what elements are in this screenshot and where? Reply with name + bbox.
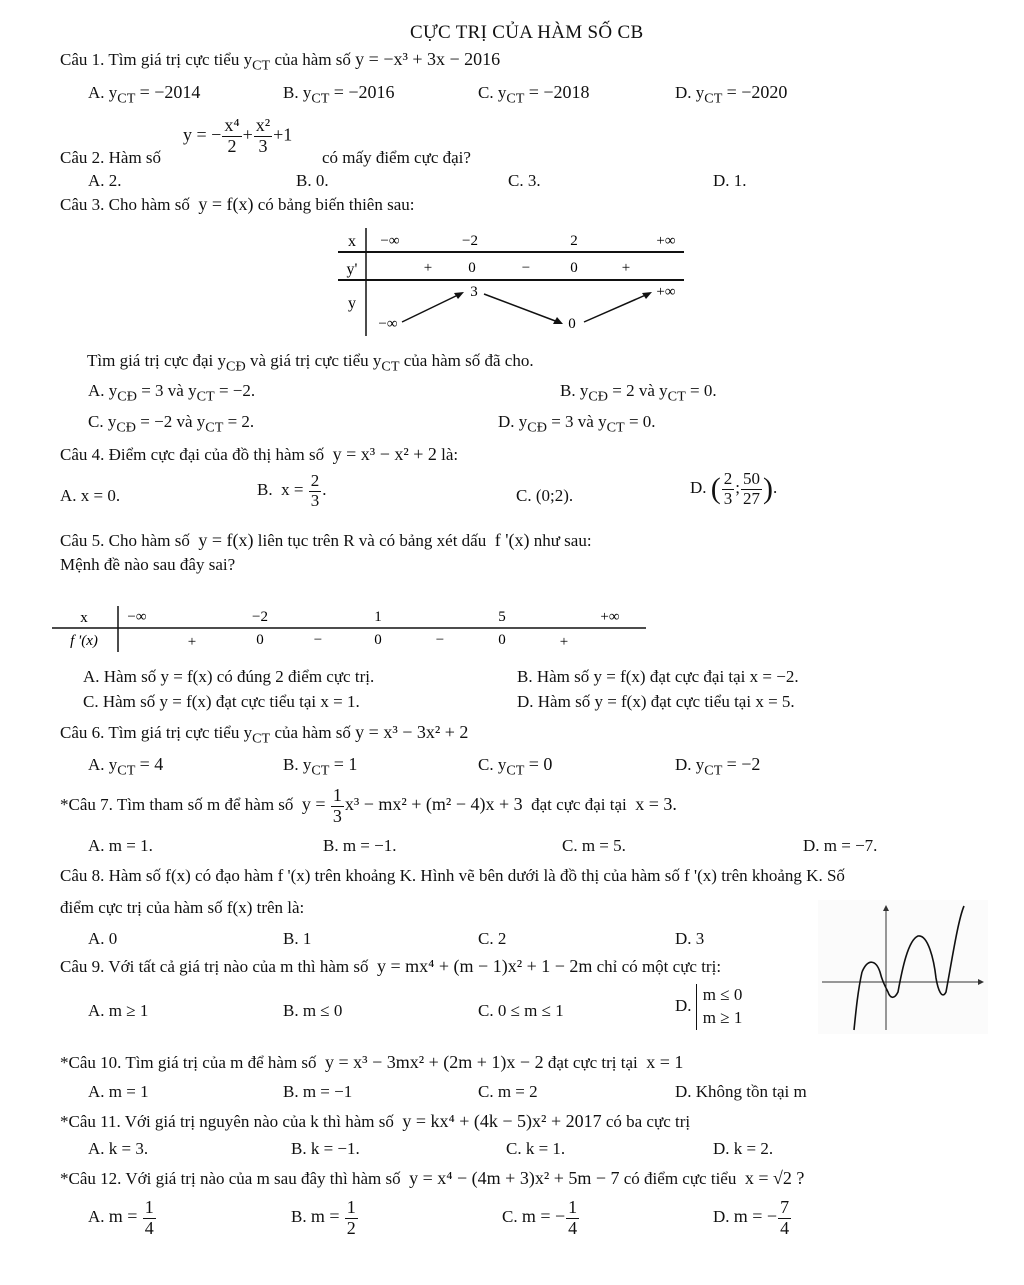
page-title: CỰC TRỊ CỦA HÀM SỐ CB [410, 22, 644, 43]
q5-option-a[interactable]: A. Hàm số y = f(x) có đúng 2 điểm cực trị. [83, 667, 375, 686]
q4-b-num: 2 [310, 471, 320, 490]
q7-tail: đạt cực đại tại [531, 795, 627, 815]
q12-d-label: D. [713, 1207, 730, 1227]
q1-b-value: = −2016 [333, 82, 395, 102]
q12-stem: *Câu 12. Với giá trị nào của m sau đây thì hàm số [60, 1169, 401, 1188]
q3-a-sub2: CT [196, 388, 215, 405]
q3-x-val-3: 2 [570, 233, 578, 249]
q3-yprime-label: y' [346, 261, 358, 278]
q5-tail2: như sau: [533, 531, 592, 550]
q3-question-tail: của hàm số đã cho. [399, 351, 534, 370]
q3-option-d[interactable] [498, 412, 656, 436]
q5-sign-4: 0 [374, 632, 382, 648]
q5-x-label: x [80, 610, 88, 626]
q11-option-c[interactable]: C. k = 1. [506, 1139, 566, 1158]
q6-c-value: = 0 [528, 754, 553, 774]
question-3 [60, 194, 415, 215]
q3-d-mid: = 3 và y [551, 412, 607, 431]
q6-b-value: = 1 [333, 754, 358, 774]
q6-d-sub: CT [704, 762, 723, 779]
q9-function: y = mx⁴ + (m − 1)x² + 1 − 2m [376, 956, 593, 976]
q3-a-label: A. y [88, 381, 118, 400]
q6-d-value: = −2 [726, 754, 761, 774]
q3-b-mid: = 2 và y [612, 381, 668, 400]
q7-func-a: y = [301, 794, 326, 815]
q4-tail: là: [441, 445, 459, 464]
q10-stem: *Câu 10. Tìm giá trị của m để hàm số [60, 1053, 317, 1072]
q4-b-x: x = [281, 480, 304, 500]
q1-d-label: D. y [675, 83, 705, 102]
q4-option-c[interactable]: C. (0;2). [516, 486, 574, 505]
q1-a-value: = −2014 [139, 82, 201, 102]
q1-d-sub: CT [704, 90, 723, 107]
q3-d-sub2: CT [606, 419, 625, 436]
q3-b-label: B. y [560, 381, 589, 400]
q3-stem: Câu 3. Cho hàm số [60, 195, 190, 214]
q3-question [87, 351, 534, 375]
q12-d-frac [778, 1198, 791, 1239]
q1-option-c[interactable] [478, 82, 590, 107]
q12-c-num: 1 [568, 1197, 578, 1217]
q3-a-sub1: CĐ [117, 388, 137, 405]
q10-option-a[interactable]: A. m = 1 [88, 1082, 149, 1101]
q2-func-a: y = − [183, 124, 222, 145]
q12-option-a[interactable] [88, 1198, 157, 1239]
q9-d-line1: m ≤ 0 [702, 985, 743, 1004]
q4-b-frac [309, 472, 322, 510]
q5-sign-6: 0 [498, 632, 506, 648]
q5-sign-1: + [187, 634, 197, 650]
q6-b-sub: CT [311, 762, 330, 779]
q6-c-sub: CT [506, 762, 525, 779]
q12-a-eq: m = [108, 1206, 138, 1227]
q7-option-d[interactable]: D. m = −7. [803, 836, 878, 855]
q3-c-label: C. y [88, 412, 117, 431]
q9-d-label: D. [675, 995, 692, 1015]
q3-y-val-1: −∞ [378, 316, 398, 332]
q2-option-a[interactable]: A. 2. [88, 171, 122, 190]
q4-d-paren-open: ( [710, 471, 721, 505]
q4-d-d1: 3 [723, 488, 733, 508]
q5-line2: Mệnh đề nào sau đây sai? [60, 555, 236, 574]
q11-option-a[interactable]: A. k = 3. [88, 1139, 149, 1158]
q4-d-frac2 [741, 470, 762, 508]
question-7 [60, 786, 677, 827]
q1-sub: CT [252, 57, 271, 74]
q7-at: x = 3. [635, 794, 677, 815]
q3-d-label: D. y [498, 412, 528, 431]
q2-frac-2 [254, 116, 272, 157]
q3-variation-table [336, 226, 686, 338]
q1-a-sub: CT [117, 90, 136, 107]
q10-at: x = 1 [646, 1052, 684, 1072]
q3-arrow-down [484, 294, 558, 322]
q6-c-label: C. y [478, 755, 507, 774]
q6-stem: Câu 6. Tìm giá trị cực tiểu y [60, 723, 253, 742]
q3-a-mid: = 3 và y [141, 381, 197, 400]
q4-stem: Câu 4. Điểm cực đại của đồ thị hàm số [60, 445, 325, 464]
q5-option-d[interactable]: D. Hàm số y = f(x) đạt cực tiểu tại x = 5. [517, 692, 795, 711]
q6-a-sub: CT [117, 762, 136, 779]
q3-option-a[interactable] [88, 381, 255, 405]
q3-sign-5: + [621, 260, 631, 276]
q3-function: y = f(x) [198, 194, 254, 214]
q11-stem: *Câu 11. Với giá trị nguyên nào của k thì hàm số [60, 1112, 394, 1131]
q9-option-b[interactable]: B. m ≤ 0 [283, 1001, 343, 1020]
q4-option-b[interactable]: B. x = $\frac{2}{3}$ . [257, 471, 327, 510]
question-12 [60, 1168, 804, 1189]
q4-option-a[interactable]: A. x = 0. [60, 486, 121, 505]
q10-option-d[interactable]: D. Không tồn tại m [675, 1082, 807, 1101]
q8-derivative-graph [818, 900, 988, 1034]
q12-b-den: 2 [346, 1217, 356, 1238]
q1-c-sub: CT [506, 90, 525, 107]
q12-b-frac [345, 1198, 358, 1239]
q5-sign-3: − [313, 632, 323, 648]
q5-sign-2: 0 [256, 632, 264, 648]
q5-tail: liên tục trên R và có bảng xét dấu [257, 531, 487, 550]
q12-d-num: 7 [780, 1197, 790, 1217]
q3-y-label: y [348, 295, 356, 312]
q7-option-a[interactable]: A. m = 1. [88, 836, 153, 855]
q12-d-den: 4 [780, 1217, 790, 1238]
q5-x-val-5: +∞ [600, 609, 620, 625]
q4-function: y = x³ − x² + 2 [332, 444, 437, 464]
question-9 [60, 956, 721, 977]
q4-d-label: D. [690, 478, 707, 498]
q2-option-d[interactable]: D. 1. [713, 171, 747, 190]
q6-option-b[interactable] [283, 754, 357, 779]
q9-option-d[interactable] [675, 984, 742, 1030]
q4-d-d2: 27 [743, 488, 761, 508]
q12-function: y = x⁴ − (4m + 3)x² + 5m − 7 [409, 1168, 620, 1188]
q5-stem: Câu 5. Cho hàm số [60, 531, 190, 550]
q12-option-c[interactable] [502, 1198, 580, 1239]
q4-d-n2: 50 [743, 469, 761, 488]
q2-tail: có mấy điểm cực đại? [322, 148, 471, 167]
q11-function: y = kx⁴ + (4k − 5)x² + 2017 [402, 1111, 602, 1131]
q9-option-c[interactable]: C. 0 ≤ m ≤ 1 [478, 1001, 564, 1020]
q12-c-den: 4 [568, 1217, 578, 1238]
q3-y-val-4: +∞ [656, 284, 676, 300]
q5-fp: f '(x) [494, 530, 530, 550]
q12-a-den: 4 [144, 1217, 154, 1238]
q2-option-c[interactable]: C. 3. [508, 171, 541, 190]
q3-question-sub1: CĐ [226, 358, 246, 375]
question-5 [60, 530, 592, 551]
q12-option-b[interactable] [291, 1198, 359, 1239]
q12-c-eq: m = − [521, 1206, 566, 1227]
q8-option-b[interactable]: B. 1 [283, 929, 312, 948]
q2-stem: Câu 2. Hàm số [60, 148, 162, 167]
q1-option-a[interactable] [88, 82, 200, 107]
q6-option-d[interactable] [675, 754, 760, 779]
q3-b-end: = 0. [690, 381, 717, 400]
q10-option-c[interactable]: C. m = 2 [478, 1082, 538, 1101]
q8-option-a[interactable]: A. 0 [88, 929, 118, 948]
q6-d-label: D. y [675, 755, 705, 774]
q3-x-val-4: +∞ [656, 233, 676, 249]
q1-c-label: C. y [478, 83, 507, 102]
q3-a-end: = −2. [218, 381, 256, 400]
q1-function: y = −x³ + 3x − 2016 [355, 49, 501, 69]
q3-tail: có bảng biến thiên sau: [257, 195, 415, 214]
q3-arrow-up-1 [402, 294, 460, 322]
q4-b-den: 3 [310, 490, 320, 510]
q3-d-end: = 0. [628, 412, 656, 431]
q6-a-label: A. y [88, 755, 118, 774]
q12-b-eq: m = [310, 1206, 340, 1227]
q4-b-label: B. [257, 480, 273, 500]
q6-option-a[interactable] [88, 754, 163, 779]
q2-func-b: +1 [273, 124, 293, 145]
q2-num1: x⁴ [224, 115, 240, 135]
q7-option-b[interactable]: B. m = −1. [323, 836, 397, 855]
q12-a-num: 1 [144, 1197, 154, 1217]
q2-num2: x² [255, 115, 271, 135]
q11-option-b[interactable]: B. k = −1. [291, 1139, 360, 1158]
q5-x-val-4: 5 [498, 609, 506, 625]
q7-func-b: x³ − mx² + (m² − 4)x + 3 [344, 794, 523, 815]
q1-option-b[interactable] [283, 82, 395, 107]
q12-c-frac [566, 1198, 579, 1239]
q5-option-b[interactable]: B. Hàm số y = f(x) đạt cực đại tại x = −2. [517, 667, 799, 686]
q12-option-d[interactable] [713, 1198, 792, 1239]
q8-line2: điểm cực trị của hàm số f(x) trên là: [60, 898, 305, 917]
q6-sub: CT [252, 730, 271, 747]
q3-c-mid: = −2 và y [140, 412, 206, 431]
q3-sign-2: 0 [468, 260, 476, 276]
q3-x-val-1: −∞ [380, 233, 400, 249]
q3-question-sub2: CT [381, 358, 400, 375]
q6-a-value: = 4 [139, 754, 164, 774]
q9-d-bracket [696, 984, 743, 1030]
q3-y-val-3: 0 [568, 316, 576, 332]
question-4 [60, 444, 458, 465]
q9-option-a[interactable]: A. m ≥ 1 [88, 1001, 149, 1020]
q10-tail: đạt cực trị tại [547, 1053, 638, 1072]
q9-stem: Câu 9. Với tất cả giá trị nào của m thì hàm số [60, 957, 369, 976]
q11-tail: có ba cực trị [605, 1112, 691, 1131]
q2-den2: 3 [258, 135, 268, 156]
q6-function: y = x³ − 3x² + 2 [355, 722, 469, 742]
q9-tail: chỉ có một cực trị: [596, 957, 722, 976]
q8-option-c[interactable]: C. 2 [478, 929, 507, 948]
q3-c-end: = 2. [227, 412, 255, 431]
q3-d-sub1: CĐ [527, 419, 547, 436]
q2-option-b[interactable]: B. 0. [296, 171, 329, 190]
q5-sign-5: − [435, 632, 445, 648]
q12-a-frac [143, 1198, 156, 1239]
q7-stem: *Câu 7. Tìm tham số m để hàm số [60, 795, 294, 815]
q3-x-label: x [348, 233, 356, 250]
q7-frac [331, 786, 344, 827]
q1-option-d[interactable] [675, 82, 787, 107]
q6-mid: của hàm số [270, 723, 356, 742]
question-6 [60, 722, 468, 747]
q2-function [183, 116, 292, 157]
q1-mid: của hàm số [270, 50, 356, 69]
q5-option-c[interactable]: C. Hàm số y = f(x) đạt cực tiểu tại x = 1. [83, 692, 360, 711]
q3-b-sub1: CĐ [588, 388, 609, 405]
q4-option-d[interactable]: D. ( $\frac{2}{3}$ ; $\frac{50}{27}$ ). [690, 469, 778, 508]
q10-function: y = x³ − 3mx² + (2m + 1)x − 2 [325, 1052, 544, 1072]
q12-at: x = √2 ? [744, 1168, 805, 1188]
q3-sign-4: 0 [570, 260, 578, 276]
q7-option-c[interactable]: C. m = 5. [562, 836, 626, 855]
q5-x-val-1: −∞ [127, 609, 147, 625]
q3-c-sub2: CT [205, 419, 224, 436]
q6-b-label: B. y [283, 755, 312, 774]
q8-line1: Câu 8. Hàm số f(x) có đạo hàm f '(x) trên khoảng K. Hình vẽ bên dưới là đồ thị của hàm số f '(x) trên khoảng K. Số [60, 866, 845, 885]
q8-option-d[interactable]: D. 3 [675, 929, 705, 948]
q1-a-label: A. y [88, 83, 118, 102]
q12-a-label: A. [88, 1207, 105, 1227]
q3-option-b[interactable] [560, 381, 717, 405]
q1-b-sub: CT [311, 90, 330, 107]
question-1 [60, 49, 500, 74]
q12-d-eq: m = − [733, 1206, 778, 1227]
q7-num: 1 [332, 785, 342, 805]
q3-x-val-2: −2 [462, 233, 478, 249]
q1-c-value: = −2018 [528, 82, 590, 102]
q5-function: y = f(x) [198, 530, 254, 550]
q12-b-num: 1 [346, 1197, 356, 1217]
q10-option-b[interactable]: B. m = −1 [283, 1082, 353, 1101]
q3-arrow-up-2 [584, 294, 648, 322]
q5-sign-7: + [559, 634, 569, 650]
q5-x-val-2: −2 [252, 609, 268, 625]
q1-d-value: = −2020 [726, 82, 788, 102]
q5-sign-table [50, 604, 650, 654]
q3-y-val-2: 3 [470, 284, 478, 300]
q5-x-val-3: 1 [374, 609, 382, 625]
q12-b-label: B. [291, 1207, 307, 1227]
q3-c-sub1: CĐ [116, 419, 137, 436]
q7-den: 3 [332, 805, 342, 826]
q2-den1: 2 [227, 135, 237, 156]
q1-b-label: B. y [283, 83, 312, 102]
q5-fp-label: f '(x) [70, 633, 98, 649]
q9-d-line2: m ≥ 1 [702, 1007, 743, 1027]
q11-option-d[interactable]: D. k = 2. [713, 1139, 774, 1158]
question-11 [60, 1111, 690, 1132]
q3-b-sub2: CT [667, 388, 686, 405]
question-10 [60, 1052, 683, 1073]
q1-stem: Câu 1. Tìm giá trị cực tiểu y [60, 50, 253, 69]
q3-sign-1: + [423, 260, 433, 276]
q4-d-frac1 [722, 470, 735, 508]
q4-d-paren-close: ) [763, 471, 774, 505]
q12-tail: có điểm cực tiểu [623, 1169, 737, 1188]
q3-option-c[interactable] [88, 412, 254, 436]
q2-frac-1 [222, 116, 241, 157]
q4-d-n1: 2 [723, 469, 733, 488]
q12-c-label: C. [502, 1207, 518, 1227]
q3-sign-3: − [521, 260, 531, 276]
q3-question-mid: và giá trị cực tiểu y [245, 351, 382, 370]
q2-plus: + [242, 124, 253, 145]
q3-question-a: Tìm giá trị cực đại y [87, 351, 227, 370]
q6-option-c[interactable] [478, 754, 552, 779]
